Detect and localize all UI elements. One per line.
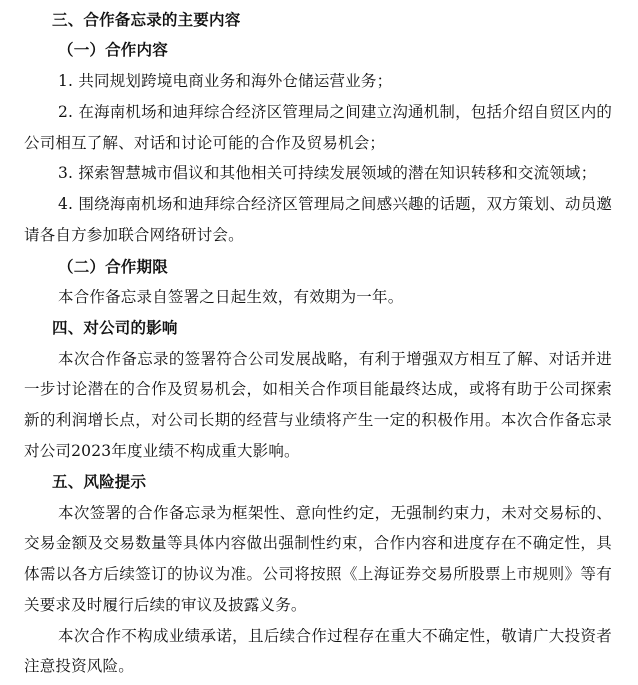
risk-para-1-line-2: 交易金额及交易数量等具体内容做出强制性约束，合作内容和进度存在不确定性，具 [24, 534, 612, 552]
cooperation-item-4-line-2: 请各自方参加联合网络研讨会。 [24, 226, 244, 244]
cooperation-item-2-line-1: 2. 在海南机场和迪拜综合经济区管理局之间建立沟通机制，包括介绍自贸区内的 [58, 103, 613, 121]
risk-para-1-line-4: 关要求及时履行后续的审议及披露义务。 [24, 596, 307, 614]
risk-para-1-line-3: 体需以各方后续签订的协议为准。公司将按照《上海证券交易所股票上市规则》等有 [24, 565, 612, 583]
impact-line-1: 本次合作备忘录的签署符合公司发展战略，有利于增强双方相互了解、对话并进 [58, 350, 612, 368]
cooperation-item-4-line-1: 4. 围绕海南机场和迪拜综合经济区管理局之间感兴趣的话题，双方策划、动员邀 [58, 195, 613, 213]
cooperation-item-2-line-2: 公司相互了解、对话和讨论可能的合作及贸易机会； [24, 134, 386, 152]
subsection-cooperation-term-heading: （二）合作期限 [58, 258, 168, 276]
cooperation-term-text: 本合作备忘录自签署之日起生效，有效期为一年。 [58, 288, 404, 306]
cooperation-item-1: 1. 共同规划跨境电商业务和海外仓储运营业务； [58, 72, 393, 90]
subsection-cooperation-content-heading: （一）合作内容 [58, 41, 168, 59]
risk-para-1-line-1: 本次签署的合作备忘录为框架性、意向性约定，无强制约束力，未对交易标的、 [58, 504, 612, 522]
impact-line-3: 新的利润增长点，对公司长期的经营与业绩将产生一定的积极作用。本次合作备忘录 [24, 411, 612, 429]
risk-para-2-line-1: 本次合作不构成业绩承诺，且后续合作过程存在重大不确定性，敬请广大投资者 [58, 627, 612, 645]
impact-line-2: 一步讨论潜在的合作及贸易机会，如相关合作项目能最终达成，或将有助于公司探索 [24, 380, 612, 398]
section-4-heading: 四、对公司的影响 [52, 319, 178, 337]
cooperation-item-3: 3. 探索智慧城市倡议和其他相关可持续发展领域的潜在知识转移和交流领域； [58, 164, 597, 182]
section-3-heading: 三、合作备忘录的主要内容 [52, 11, 241, 29]
section-5-heading: 五、风险提示 [52, 473, 147, 491]
impact-line-4: 对公司2023年度业绩不构成重大影响。 [24, 442, 300, 460]
risk-para-2-line-2: 注意投资风险。 [24, 657, 134, 675]
